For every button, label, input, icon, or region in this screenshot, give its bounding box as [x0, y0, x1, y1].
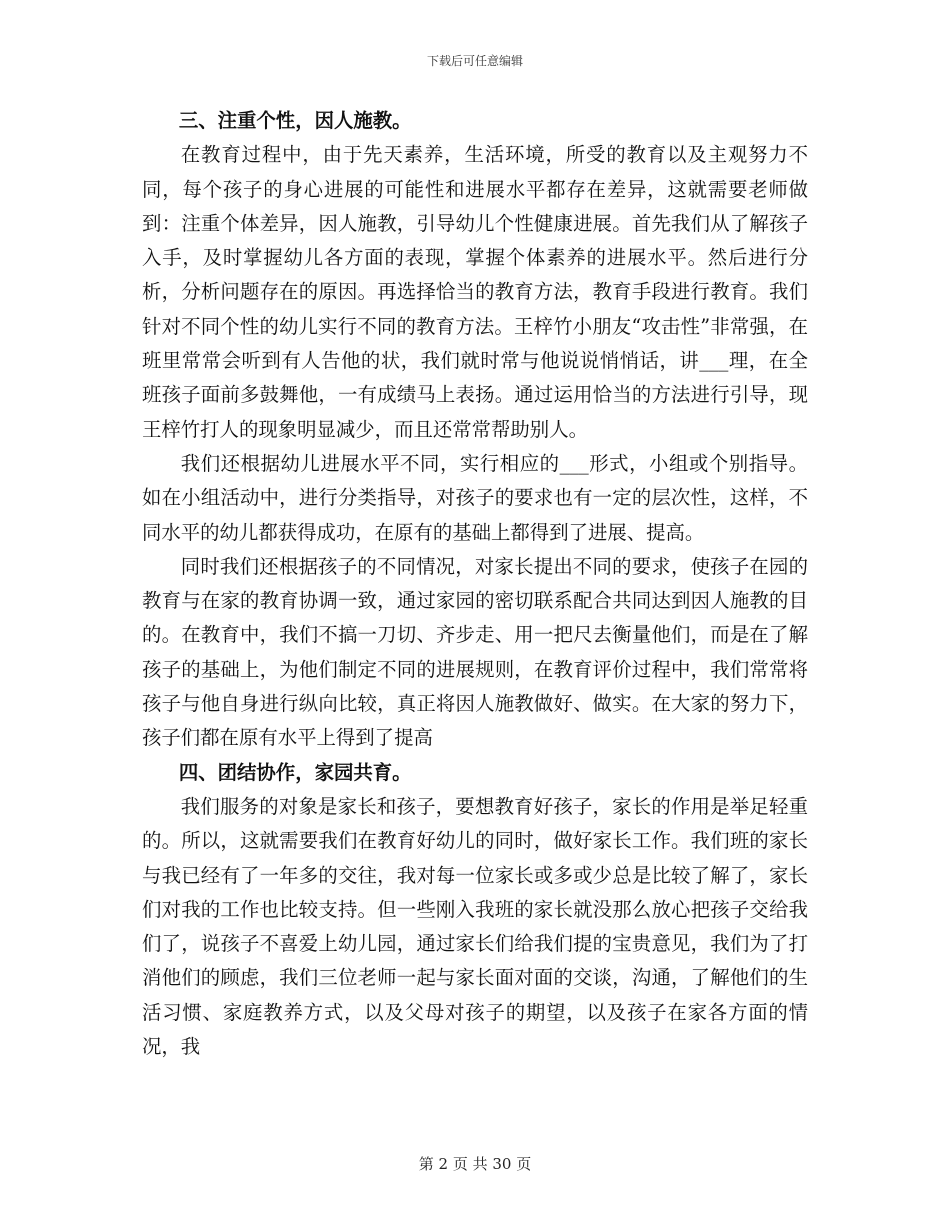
- section-4-paragraph-1: 我们服务的对象是家长和孩子，要想教育好孩子，家长的作用是举足轻重的。所以，这就需要我们在教育好幼儿的同时，做好家长工作。我们班的家长与我已经有了一年多的交往，我对每一位家长或多或少总是比较了解了，家长们对我的工作也比较支持。但一些刚入我班的家长就没那么放心把孩子交给我们了，说孩子不喜爱上幼儿园，通过家长们给我们提的宝贵意见，我们为了打消他们的顾虑，我们三位老师一起与家长面对面的交谈，沟通，了解他们的生活习惯、家庭教养方式，以及父母对孩子的期望，以及孩子在家各方面的情况，我: [142, 794, 808, 1059]
- section-3-paragraph-2: 我们还根据幼儿进展水平不同，实行相应的___形式，小组或个别指导。如在小组活动中，进行分类指导，对孩子的要求也有一定的层次性，这样，不同水平的幼儿都获得成功，在原有的基础上都得到了进展、提高。: [142, 451, 808, 544]
- section-3-paragraph-3: 同时我们还根据孩子的不同情况，对家长提出不同的要求，使孩子在园的教育与在家的教育协调一致，通过家园的密切联系配合共同达到因人施教的目的。在教育中，我们不搞一刀切、齐步走、用一把尺去衡量他们，而是在了解孩子的基础上，为他们制定不同的进展规则，在教育评价过程中，我们常常将孩子与他自身进行纵向比较，真正将因人施教做好、做实。在大家的努力下，孩子们都在原有水平上得到了提高: [142, 554, 808, 750]
- section-3-paragraph-1: 在教育过程中，由于先天素养，生活环境，所受的教育以及主观努力不同，每个孩子的身心进展的可能性和进展水平都存在差异，这就需要老师做到：注重个体差异，因人施教，引导幼儿个性健康进展。首先我们从了解孩子入手，及时掌握幼儿各方面的表现，掌握个体素养的进展水平。然后进行分析，分析问题存在的原因。再选择恰当的教育方法，教育手段进行教育。我们针对不同个性的幼儿实行不同的教育方法。王梓竹小朋友“攻击性”非常强，在班里常常会听到有人告他的状，我们就时常与他说说悄悄话，讲___理，在全班孩子面前多鼓舞他，一有成绩马上表扬。通过运用恰当的方法进行引导，现王梓竹打人的现象明显减少，而且还常常帮助别人。: [142, 143, 808, 441]
- page-footer: 第 2 页 共 30 页: [418, 1155, 532, 1173]
- document-body: [142, 104, 808, 1064]
- page-header: 下载后可任意编辑: [426, 54, 523, 68]
- section-heading-4: 四、团结协作，家园共育。: [178, 760, 412, 784]
- section-heading-3: 三、注重个性，因人施教。: [178, 109, 412, 132]
